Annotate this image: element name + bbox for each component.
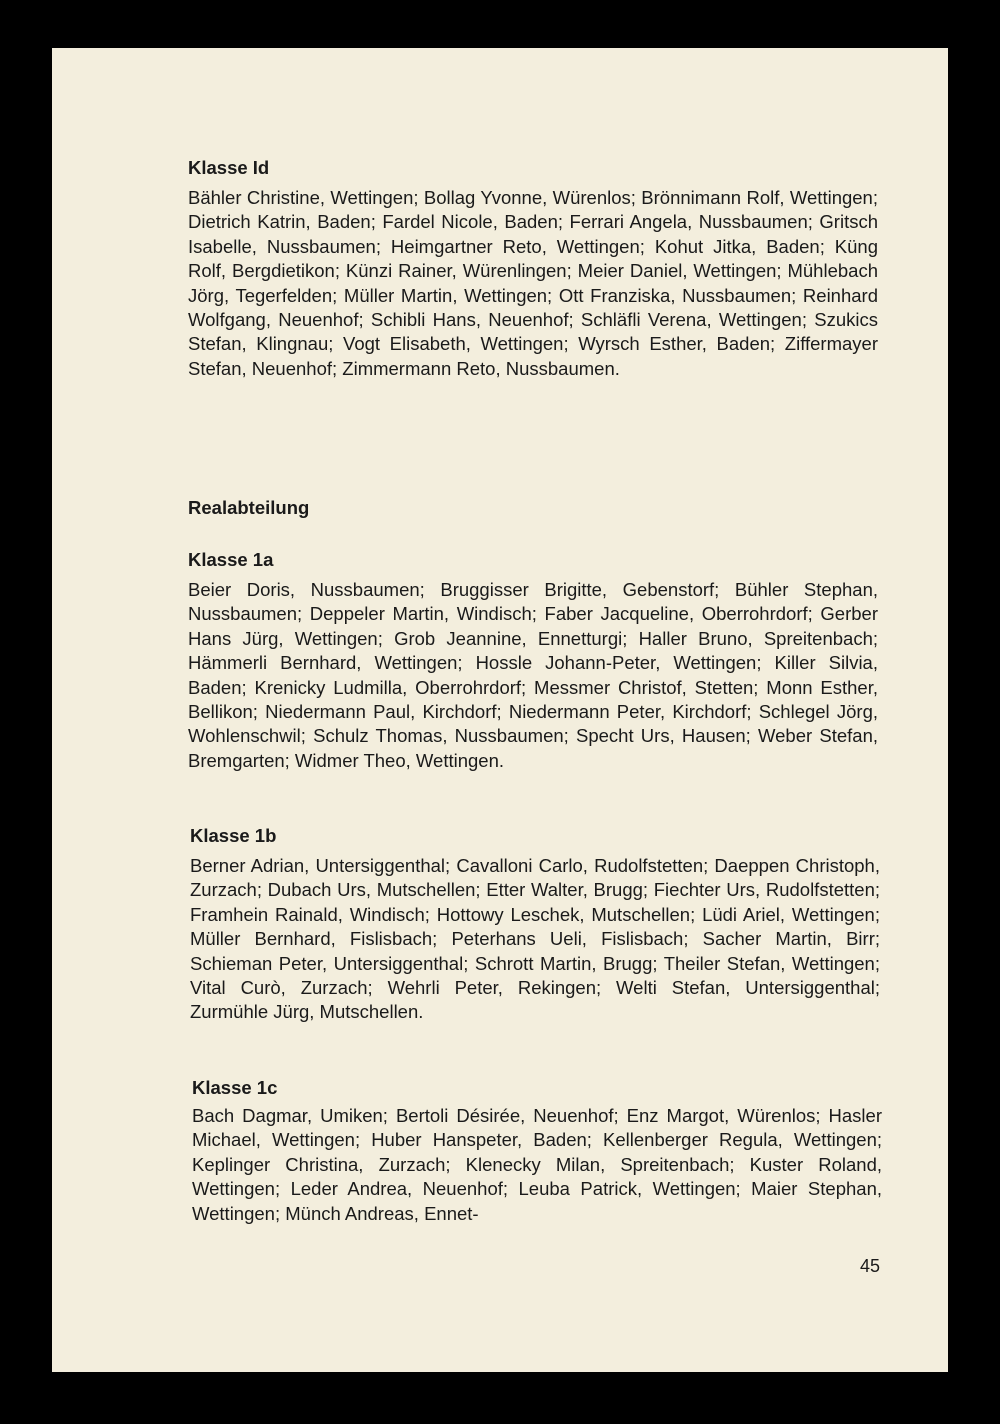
page-number: 45 — [860, 1256, 881, 1276]
paragraph-klasse-1d: Bähler Christine, Wettingen; Bollag Yvonne, Würenlos; Brönnimann Rolf, Wettingen; Dietrich Katrin, Baden; Fardel Nicole, Baden; Ferrari Angela, Nussbaumen; Gritsch Isabelle, Nussbaumen; Heimgartner Reto, Wettingen; Kohut Jitka, Baden; Küng Rolf, Bergdietikon; Künzi Rainer, Würenlingen; Meier Daniel, Wettingen; Mühlebach Jörg, Tegerfelden; Müller Martin, Wettingen; Ott Franziska, Nussbaumen; Reinhard Wolfgang, Neuenhof; Schibli Hans, Neuenhof; Schläfli Verena, Wettingen; Szukics Stefan, Klingnau; Vogt Elisabeth, Wettingen; Wyrsch Esther, Baden; Ziffermayer Stefan, Neuenhof; Zimmermann Reto, Nussbaumen. — [188, 187, 878, 379]
paragraph-klasse-1b: Berner Adrian, Untersiggenthal; Cavalloni Carlo, Rudolfstetten; Daeppen Christoph, Zurzach; Dubach Urs, Mutschellen; Etter Walter, Brugg; Fiechter Urs, Rudolfstetten; Framhein Rainald, Windisch; Hottowy Leschek, Mutschellen; Lüdi Ariel, Wettingen; Müller Bernhard, Fislisbach; Peterhans Ueli, Fislisbach; Sacher Martin, Birr; Schieman Peter, Untersiggenthal; Schrott Martin, Brugg; Theiler Stefan, Wettingen; Vital Curò, Zurzach; Wehrli Peter, Rekingen; Welti Stefan, Untersiggenthal; Zurmühle Jürg, Mutschellen. — [190, 855, 880, 1023]
heading-klasse-1d: Klasse Id — [188, 157, 270, 178]
paragraph-klasse-1a: Beier Doris, Nussbaumen; Bruggisser Brigitte, Gebenstorf; Bühler Stephan, Nussbaumen; Deppeler Martin, Windisch; Faber Jacqueline, Oberrohrdorf; Gerber Hans Jürg, Wettingen; Grob Jeannine, Ennetturgi; Haller Bruno, Spreitenbach; Hämmerli Bernhard, Wettingen; Hossle Johann-Peter, Wettingen; Killer Silvia, Baden; Krenicky Ludmilla, Oberrohrdorf; Messmer Christof, Stetten; Monn Esther, Bellikon; Niedermann Paul, Kirchdorf; Niedermann Peter, Kirchdorf; Schlegel Jörg, Wohlenschwil; Schulz Thomas, Nussbaumen; Specht Urs, Hausen; Weber Stefan, Bremgarten; Widmer Theo, Wettingen. — [188, 579, 878, 771]
heading-klasse-1c: Klasse 1c — [192, 1077, 278, 1098]
document-page — [52, 48, 948, 1372]
heading-klasse-1a: Klasse 1a — [188, 549, 274, 570]
heading-realabteilung: Realabteilung — [188, 497, 310, 518]
heading-klasse-1b: Klasse 1b — [190, 825, 277, 846]
paragraph-klasse-1c: Bach Dagmar, Umiken; Bertoli Désirée, Neuenhof; Enz Margot, Würenlos; Hasler Michael, Wettingen; Huber Hanspeter, Baden; Kellenberger Regula, Wettingen; Keplinger Christina, Zurzach; Klenecky Milan, Spreitenbach; Kuster Roland, Wettingen; Leder Andrea, Neuenhof; Leuba Patrick, Wettingen; Maier Stephan, Wettingen; Münch Andreas, Ennet- — [192, 1105, 882, 1224]
